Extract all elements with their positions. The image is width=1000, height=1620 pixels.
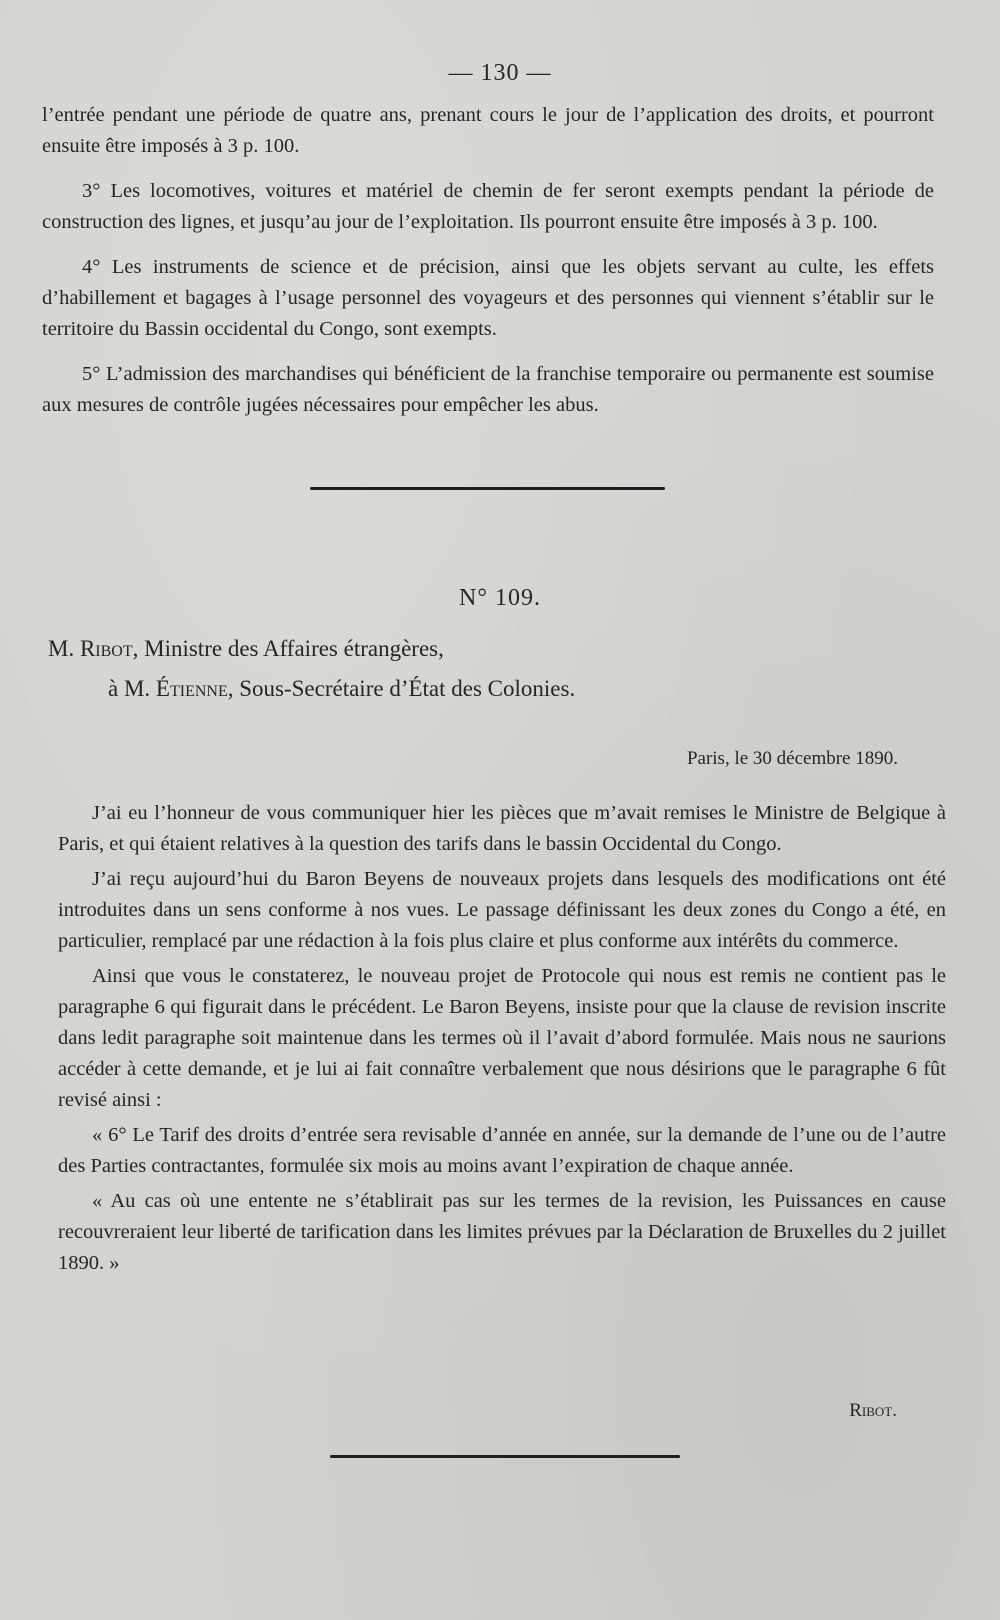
sender-name: Ribot [79, 636, 133, 661]
item-paragraph: 5° L’admission des marchandises qui bénéficient de la franchise temporaire ou permanente est soumise aux mesures de contrôle jugées nécessaires pour empêcher les abus. [42, 363, 934, 416]
document-number: N° 109. [459, 585, 541, 611]
end-divider [330, 1455, 680, 1458]
continued-paragraph: l’entrée pendant une période de quatre ans, prenant cours le jour de l’application des droits, et pourront ensuite être imposés à 3 p. 100. [42, 104, 934, 157]
body-paragraph: J’ai reçu aujourd’hui du Baron Beyens de nouveaux projets dans lesquels des modifications ont été introduites dans un sens conforme à nos vues. Le passage définissant les deux zones du Congo a été, en particulier, remplacé par une rédaction à la fois plus claire et plus conforme aux intérêts du commerce. [58, 868, 946, 952]
recipient-prefix: à M. [108, 676, 156, 701]
dateline: Paris, le 30 décembre 1890. [686, 748, 898, 769]
signature: Ribot. [849, 1400, 897, 1421]
item-paragraph: 4° Les instruments de science et de précision, ainsi que les objets servant au culte, les effets d’habillement et bagages à l’usage personnel des voyageurs et des personnes qui viennent s’établir sur le territoire du Bassin occidental du Congo, sont exempts. [42, 256, 934, 340]
quoted-paragraph: « Au cas où une entente ne s’établirait pas sur les termes de la revision, les Puissances en cause recouvreraient leur liberté de tarification dans les limites prévues par la Déclaration de Bruxelles du 2 juillet 1890. » [58, 1190, 946, 1274]
recipient-line [108, 676, 575, 702]
letter-body [58, 798, 946, 1283]
body-paragraph: Ainsi que vous le constaterez, le nouveau projet de Protocole qui nous est remis ne contient pas le paragraphe 6 qui figurait dans le précédent. Le Baron Beyens, insiste pour que la clause de revision inscrite dans ledit paragraphe soit maintenue dans les termes où il l’avait d’abord formulée. Mais nous ne saurions accéder à cette demande, et je lui ai fait connaître verbalement que nous désirions que le paragraphe 6 fût revisé ainsi : [58, 965, 946, 1111]
sender-title: , Ministre des Affaires étrangères, [132, 636, 444, 661]
page-number: — 130 — [448, 60, 552, 86]
recipient-title: , Sous-Secrétaire d’État des Colonies. [227, 676, 576, 701]
section-divider [310, 487, 665, 490]
body-paragraph: J’ai eu l’honneur de vous communiquer hier les pièces que m’avait remises le Ministre de Belgique à Paris, et qui étaient relatives à la question des tarifs dans le bassin Occidental du Congo. [58, 802, 946, 855]
quoted-paragraph: « 6° Le Tarif des droits d’entrée sera revisable d’année en année, sur la demande de l’une ou de l’autre des Parties contractantes, formulée six mois au moins avant l’expiration de chaque année. [58, 1124, 946, 1177]
continued-section [42, 100, 934, 435]
item-paragraph: 3° Les locomotives, voitures et matériel de chemin de fer seront exempts pendant la période de construction des lignes, et jusqu’au jour de l’exploitation. Ils pourront ensuite être imposés à 3 p. 100. [42, 180, 934, 233]
sender-prefix: M. [48, 636, 80, 661]
sender-line [48, 636, 444, 662]
recipient-name: Étienne [155, 676, 228, 701]
